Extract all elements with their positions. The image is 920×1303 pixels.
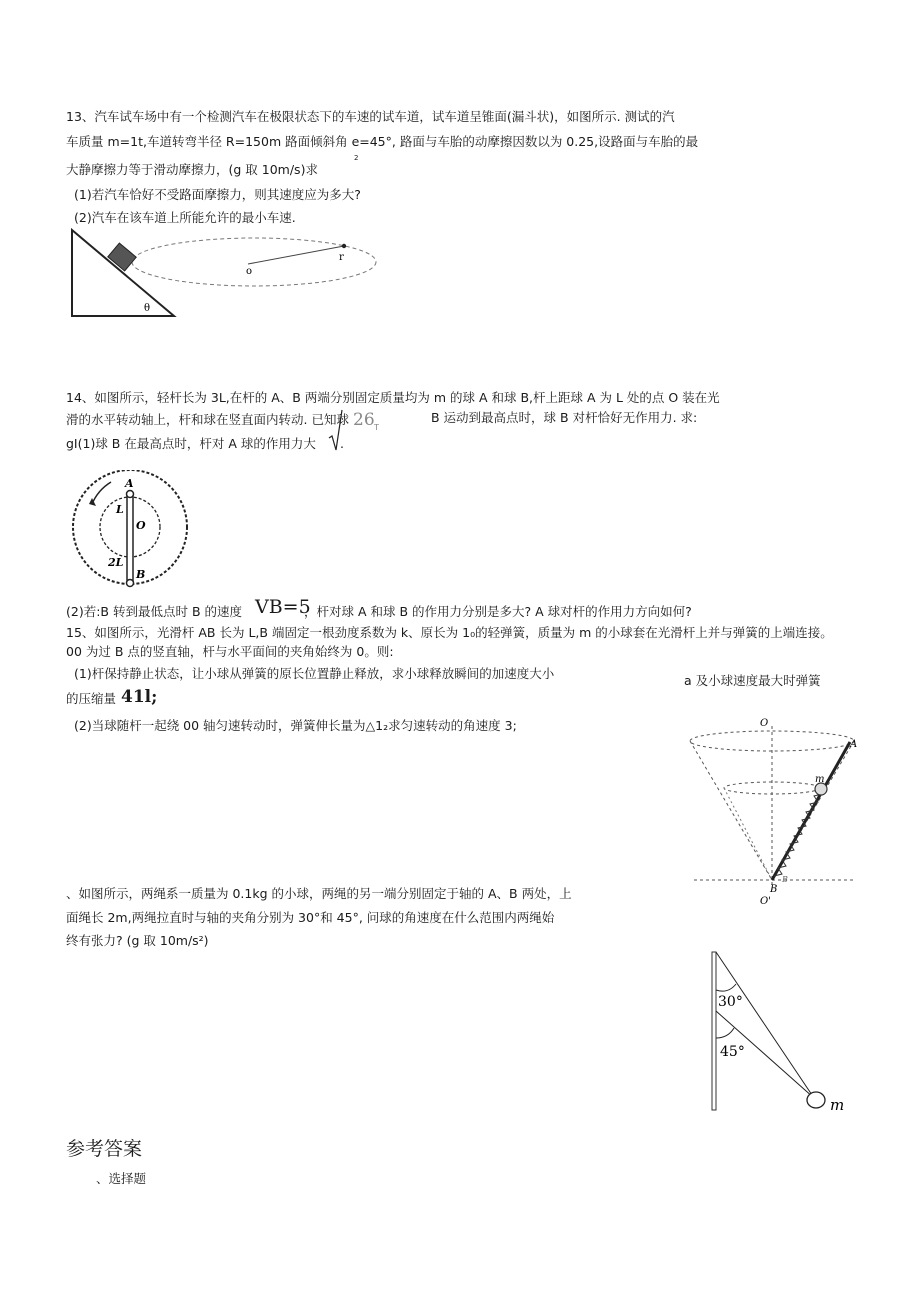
answers-title: 参考答案	[66, 1138, 143, 1160]
q14-line2a: 滑的水平转动轴上，杆和球在竖直面内转动. 已知球	[66, 412, 349, 427]
label-theta: θ	[144, 303, 151, 314]
q14-part2-vb: VB=5	[255, 596, 311, 618]
rotation-arrow	[92, 482, 111, 504]
label-45: 45°	[720, 1044, 745, 1060]
q14-line2b: B 运动到最高点时，球 B 对杆恰好无作用力. 求:	[431, 410, 698, 425]
label-r: r	[339, 252, 344, 263]
q15-part2: (2)当球随杆一起绕 00 轴匀速转动时，弹簧伸长量为△1₂求匀速转动的角速度 3;	[74, 718, 517, 733]
q13-part2: (2)汽车在该车道上所能允许的最小车速.	[74, 210, 296, 225]
label-a: A	[850, 739, 858, 750]
q16-line2: 面绳长 2m,两绳拉直时与轴的夹角分别为 30°和 45°, 问球的角速度在什么范围内两绳始	[66, 910, 555, 925]
label-o-bottom: O'	[760, 896, 771, 907]
car-block	[108, 243, 136, 271]
q13-line2: 车质量 m=1t,车道转弯半径 R=150m 路面倾斜角 e=45°, 路面与车胎的动摩擦因数以为 0.25,设路面与车胎的最	[66, 134, 699, 149]
cone-left-edge	[690, 741, 772, 880]
q16-line3: 终有张力? (g 取 10m/s²)	[66, 933, 209, 948]
label-b: B	[136, 568, 146, 581]
label-b: B	[770, 884, 778, 895]
radius-endpoint	[342, 244, 346, 248]
q15-line1: 15、如图所示，光滑杆 AB 长为 L,B 端固定一根劲度系数为 k、原长为 1₀的轻弹簧，质量为 m 的小球套在光滑杆上并与弹簧的上端连接。	[66, 625, 833, 640]
label-o-top: O	[760, 718, 769, 729]
q13-line3: 大静摩擦力等于滑动摩擦力，(g 取 10m/s)求	[66, 162, 318, 177]
label-l: L	[116, 503, 124, 516]
label-m: m	[830, 1096, 845, 1114]
label-o: O	[136, 519, 146, 532]
ball-m	[807, 1092, 825, 1108]
q13-part1: (1)若汽车恰好不受路面摩擦力，则其速度应为多大?	[74, 187, 361, 202]
ball-b	[127, 580, 134, 587]
q16-line1: 、如图所示，两绳系一质量为 0.1kg 的小球，两绳的另一端分别固定于轴的 A、B 两处，上	[66, 886, 572, 901]
radius-line	[248, 246, 344, 264]
inner-cone-left	[724, 788, 772, 880]
label-30: 30°	[718, 994, 743, 1010]
label-a: A	[125, 477, 134, 490]
q15-line2: 00 为过 B 点的竖直轴，杆与水平面间的夹角始终为 0。则:	[66, 644, 394, 659]
q14-part2a: (2)若:B 转到最低点时 B 的速度	[66, 604, 242, 619]
upper-rope	[716, 952, 814, 1098]
incline-triangle	[72, 230, 174, 316]
q14-part2b: ，杆对球 A 和球 B 的作用力分别是多大? A 球对杆的作用力方向如何?	[304, 604, 692, 619]
q14-line3-end: .	[340, 436, 344, 451]
q16-figure	[704, 948, 854, 1114]
q14-formula-sub: T	[374, 423, 379, 432]
q14-formula: 26	[353, 410, 375, 430]
q14-figure	[66, 470, 194, 590]
ball-a	[127, 491, 134, 498]
q15-part1-cont: 的压缩量	[66, 691, 117, 706]
q13-figure	[66, 226, 381, 321]
q14-line3: gI(1)球 B 在最高点时，杆对 A 球的作用力大	[66, 436, 316, 451]
angle-arc-45	[716, 1028, 734, 1038]
q14-line1: 14、如图所示，轻杆长为 3L,在杆的 A、B 两端分别固定质量均为 m 的球 A 和球 B,杆上距球 A 为 L 处的点 O 装在光	[66, 390, 720, 405]
rod	[127, 495, 133, 582]
answers-section: 、选择题	[96, 1171, 147, 1186]
q15-figure	[684, 712, 864, 908]
label-o: o	[246, 266, 253, 277]
q13-superscript: 2	[354, 154, 359, 162]
label-m: m	[815, 774, 825, 785]
angle-arc-30	[716, 984, 736, 991]
q15-part1-right: a 及小球速度最大时弹簧	[684, 673, 821, 688]
q13-line1: 13、汽车试车场中有一个检测汽车在极限状态下的车速的试车道，试车道呈锥面(漏斗状)，如图所示. 测试的汽	[66, 109, 675, 124]
label-2l: 2L	[108, 556, 124, 569]
vertical-shaft	[712, 952, 716, 1110]
label-b-small: B	[782, 875, 788, 884]
q15-part1: (1)杆保持静止状态，让小球从弹簧的原长位置静止释放，求小球释放瞬间的加速度大小	[74, 666, 555, 681]
q15-part1-val: 41l;	[121, 687, 158, 707]
